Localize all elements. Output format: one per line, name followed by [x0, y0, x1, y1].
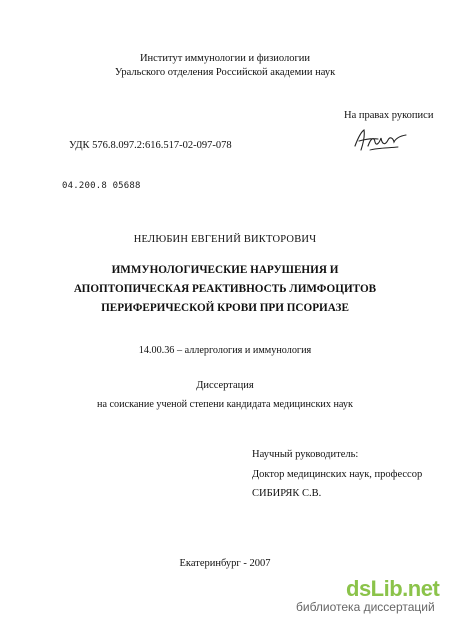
- advisor-label: Научный руководитель:: [252, 449, 359, 460]
- city-year: Екатеринбург - 2007: [179, 558, 271, 569]
- institute-line-1: Институт иммунологии и физиологии: [139, 53, 311, 64]
- advisor-name: СИБИРЯК С.В.: [252, 488, 322, 499]
- dissertation-title: [0, 261, 450, 318]
- specialty-code: 14.00.36 – аллергология и иммунология: [138, 345, 312, 356]
- dissertation-type: Диссертация: [196, 380, 254, 391]
- handwritten-signature: [352, 126, 408, 154]
- title-line-3: ПЕРИФЕРИЧЕСКОЙ КРОВИ ПРИ ПСОРИАЗЕ: [101, 302, 349, 314]
- manuscript-rights-note: На правах рукописи: [344, 110, 434, 121]
- udk-code: УДК 576.8.097.2:616.517-02-097-078: [69, 140, 232, 151]
- institute-line-2: Уральского отделения Российской академии наук: [114, 67, 336, 78]
- author-name: НЕЛЮБИН ЕВГЕНИЙ ВИКТОРОВИЧ: [133, 234, 317, 245]
- archive-stamp: 04.200.8 05688: [62, 181, 141, 191]
- advisor-rank: Доктор медицинских наук, профессор: [252, 469, 423, 480]
- watermark-subtitle: библиотека диссертаций: [296, 600, 435, 614]
- degree-statement: на соискание ученой степени кандидата медицинских наук: [97, 399, 353, 410]
- institute-name: [0, 52, 450, 80]
- title-line-1: ИММУНОЛОГИЧЕСКИЕ НАРУШЕНИЯ И: [111, 264, 339, 276]
- watermark-logo: dsLib.net: [346, 576, 440, 601]
- title-line-2: АПОПТОПИЧЕСКАЯ РЕАКТИВНОСТЬ ЛИМФОЦИТОВ: [73, 283, 377, 295]
